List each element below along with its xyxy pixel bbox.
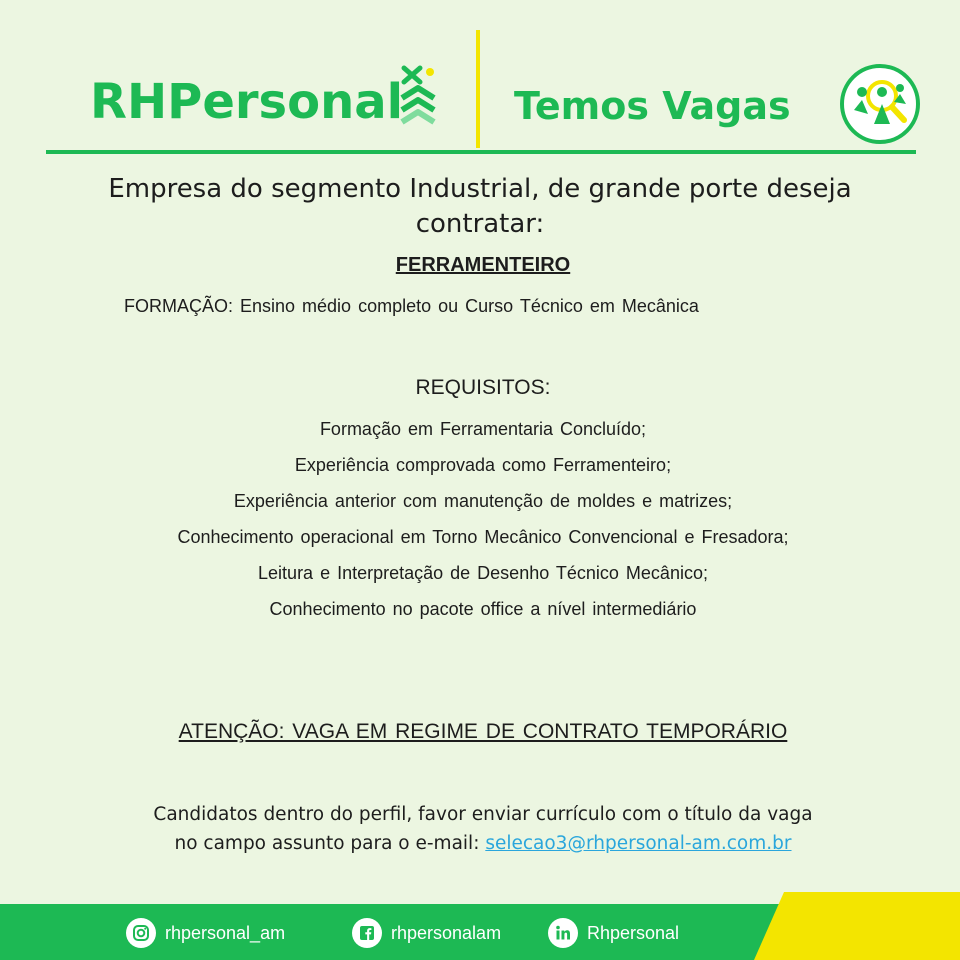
facebook-icon [352,918,382,948]
facebook-link[interactable] [352,918,501,948]
brand-logo-text: RHPersonal [90,74,404,130]
list-item: Leitura e Interpretação de Desenho Técnico Mecânico; [258,563,708,583]
list-item: Conhecimento operacional em Torno Mecânico Convencional e Fresadora; [177,527,789,547]
search-people-icon [838,62,922,146]
apply-line-2-text: no campo assunto para o e-mail: [174,833,486,854]
apply-instructions [0,800,960,858]
instagram-handle: rhpersonal_am [165,922,286,943]
list-item: Conhecimento no pacote office a nível intermediário [269,599,697,619]
list-item: Formação em Ferramentaria Concluído; [319,419,647,439]
list-item: Experiência anterior com manutenção de moldes e matrizes; [233,491,733,511]
intro-text: Empresa do segmento Industrial, de grande porte deseja contratar: [108,174,852,239]
contract-notice: ATENÇÃO: VAGA EM REGIME DE CONTRATO TEMPORÁRIO [178,720,788,743]
tagline: Temos Vagas [514,84,791,128]
facebook-handle: rhpersonalam [391,922,502,943]
apply-line-1: Candidatos dentro do perfil, favor enviar currículo com o título da vaga [153,804,813,825]
list-item: Experiência comprovada como Ferramenteiro; [294,455,672,475]
email-link[interactable]: selecao3@rhpersonal-am.com.br [485,833,792,854]
header-underline [46,150,916,154]
education-requirement: FORMAÇÃO: Ensino médio completo ou Curso Técnico em Mecânica [124,296,699,316]
brand-chevrons-icon [398,64,438,128]
footer-accent [754,892,960,960]
job-title: FERRAMENTEIRO [395,254,571,276]
instagram-icon [126,918,156,948]
apply-line-2 [0,829,960,858]
linkedin-icon [548,918,578,948]
linkedin-handle: Rhpersonal [587,922,680,943]
requirements-list [0,414,960,630]
requirements-heading: REQUISITOS: [415,376,551,399]
instagram-link[interactable] [126,918,285,948]
header [0,0,960,160]
header-divider [476,30,480,148]
linkedin-link[interactable] [548,918,679,948]
